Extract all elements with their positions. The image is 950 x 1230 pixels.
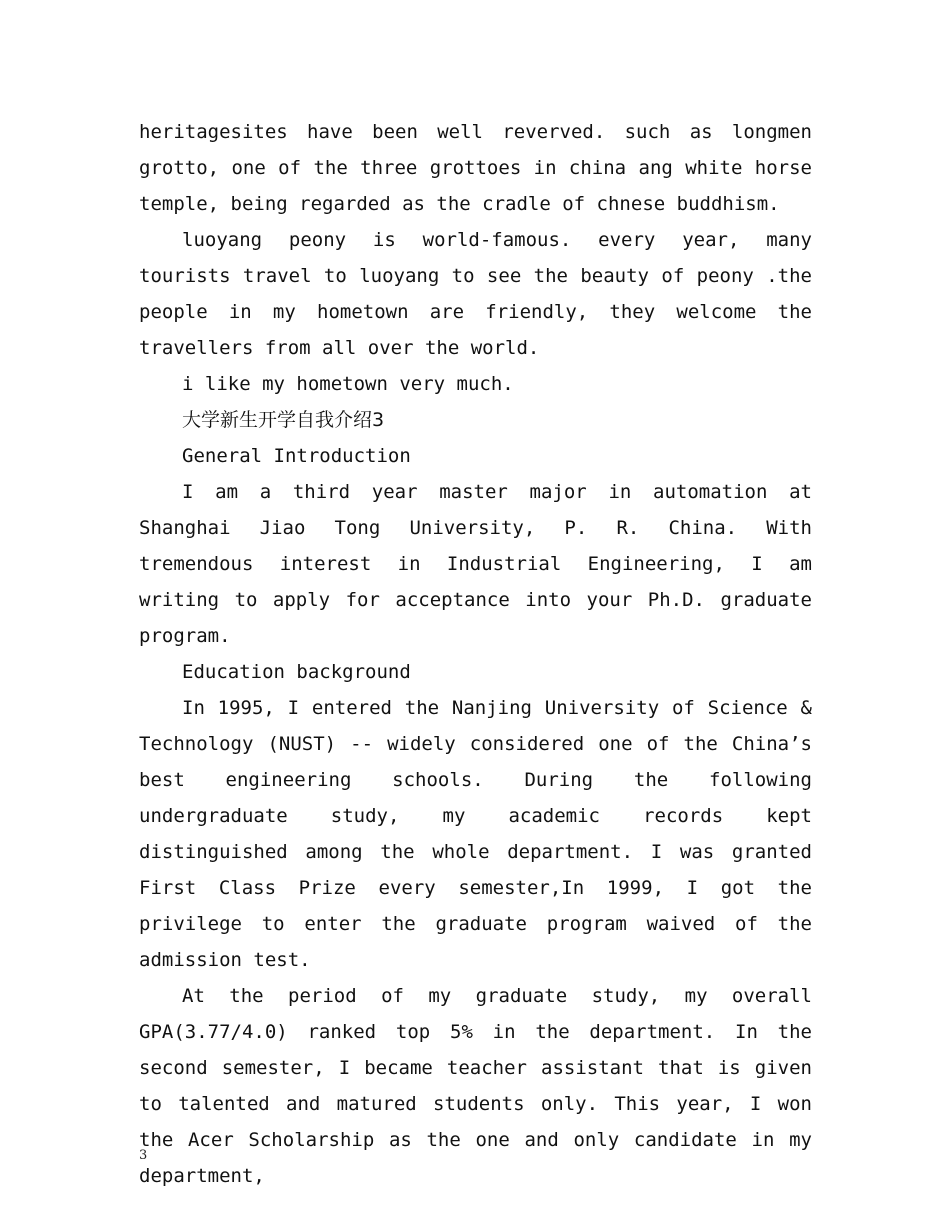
paragraph-graduate-study: At the period of my graduate study, my overall GPA(3.77/4.0) ranked top 5% in the department. In the second semester, I became teacher assistant that is given to talented and matured students only. This year, I won the Acer Scholarship as the one and only candidate in my department, bbox=[139, 985, 812, 1187]
page-number: 3 bbox=[139, 1148, 148, 1163]
paragraph-peony: luoyang peony is world-famous. every year, many tourists travel to luoyang to see the beauty of peony .the people in my hometown are friendly, they welcome the travellers from all over the world. bbox=[139, 229, 812, 359]
paragraph-education-1995: In 1995, I entered the Nanjing University of Science & Technology (NUST) -- widely considered one of the China’s best engineering schools. During the following undergraduate study, my academic records kept distinguished among the whole department. I was granted First Class Prize every semester,In 1999, I got the privilege to enter the graduate program waived of the admission test. bbox=[139, 697, 812, 971]
heading-general-introduction: General Introduction bbox=[182, 445, 411, 467]
heading-education-background: Education background bbox=[182, 661, 411, 683]
paragraph-heritage: heritagesites have been well reverved. such as longmen grotto, one of the three grottoes in china ang white horse temple, being regarded as the cradle of chnese buddhism. bbox=[139, 121, 812, 215]
section-title-self-intro: 大学新生开学自我介绍3 bbox=[182, 409, 385, 431]
body-text bbox=[139, 114, 812, 1194]
paragraph-like-hometown: i like my hometown very much. bbox=[182, 373, 514, 395]
paragraph-introduction: I am a third year master major in automation at Shanghai Jiao Tong University, P. R. China. With tremendous interest in Industrial Engineering, I am writing to apply for acceptance into your Ph.D. graduate program. bbox=[139, 481, 812, 647]
